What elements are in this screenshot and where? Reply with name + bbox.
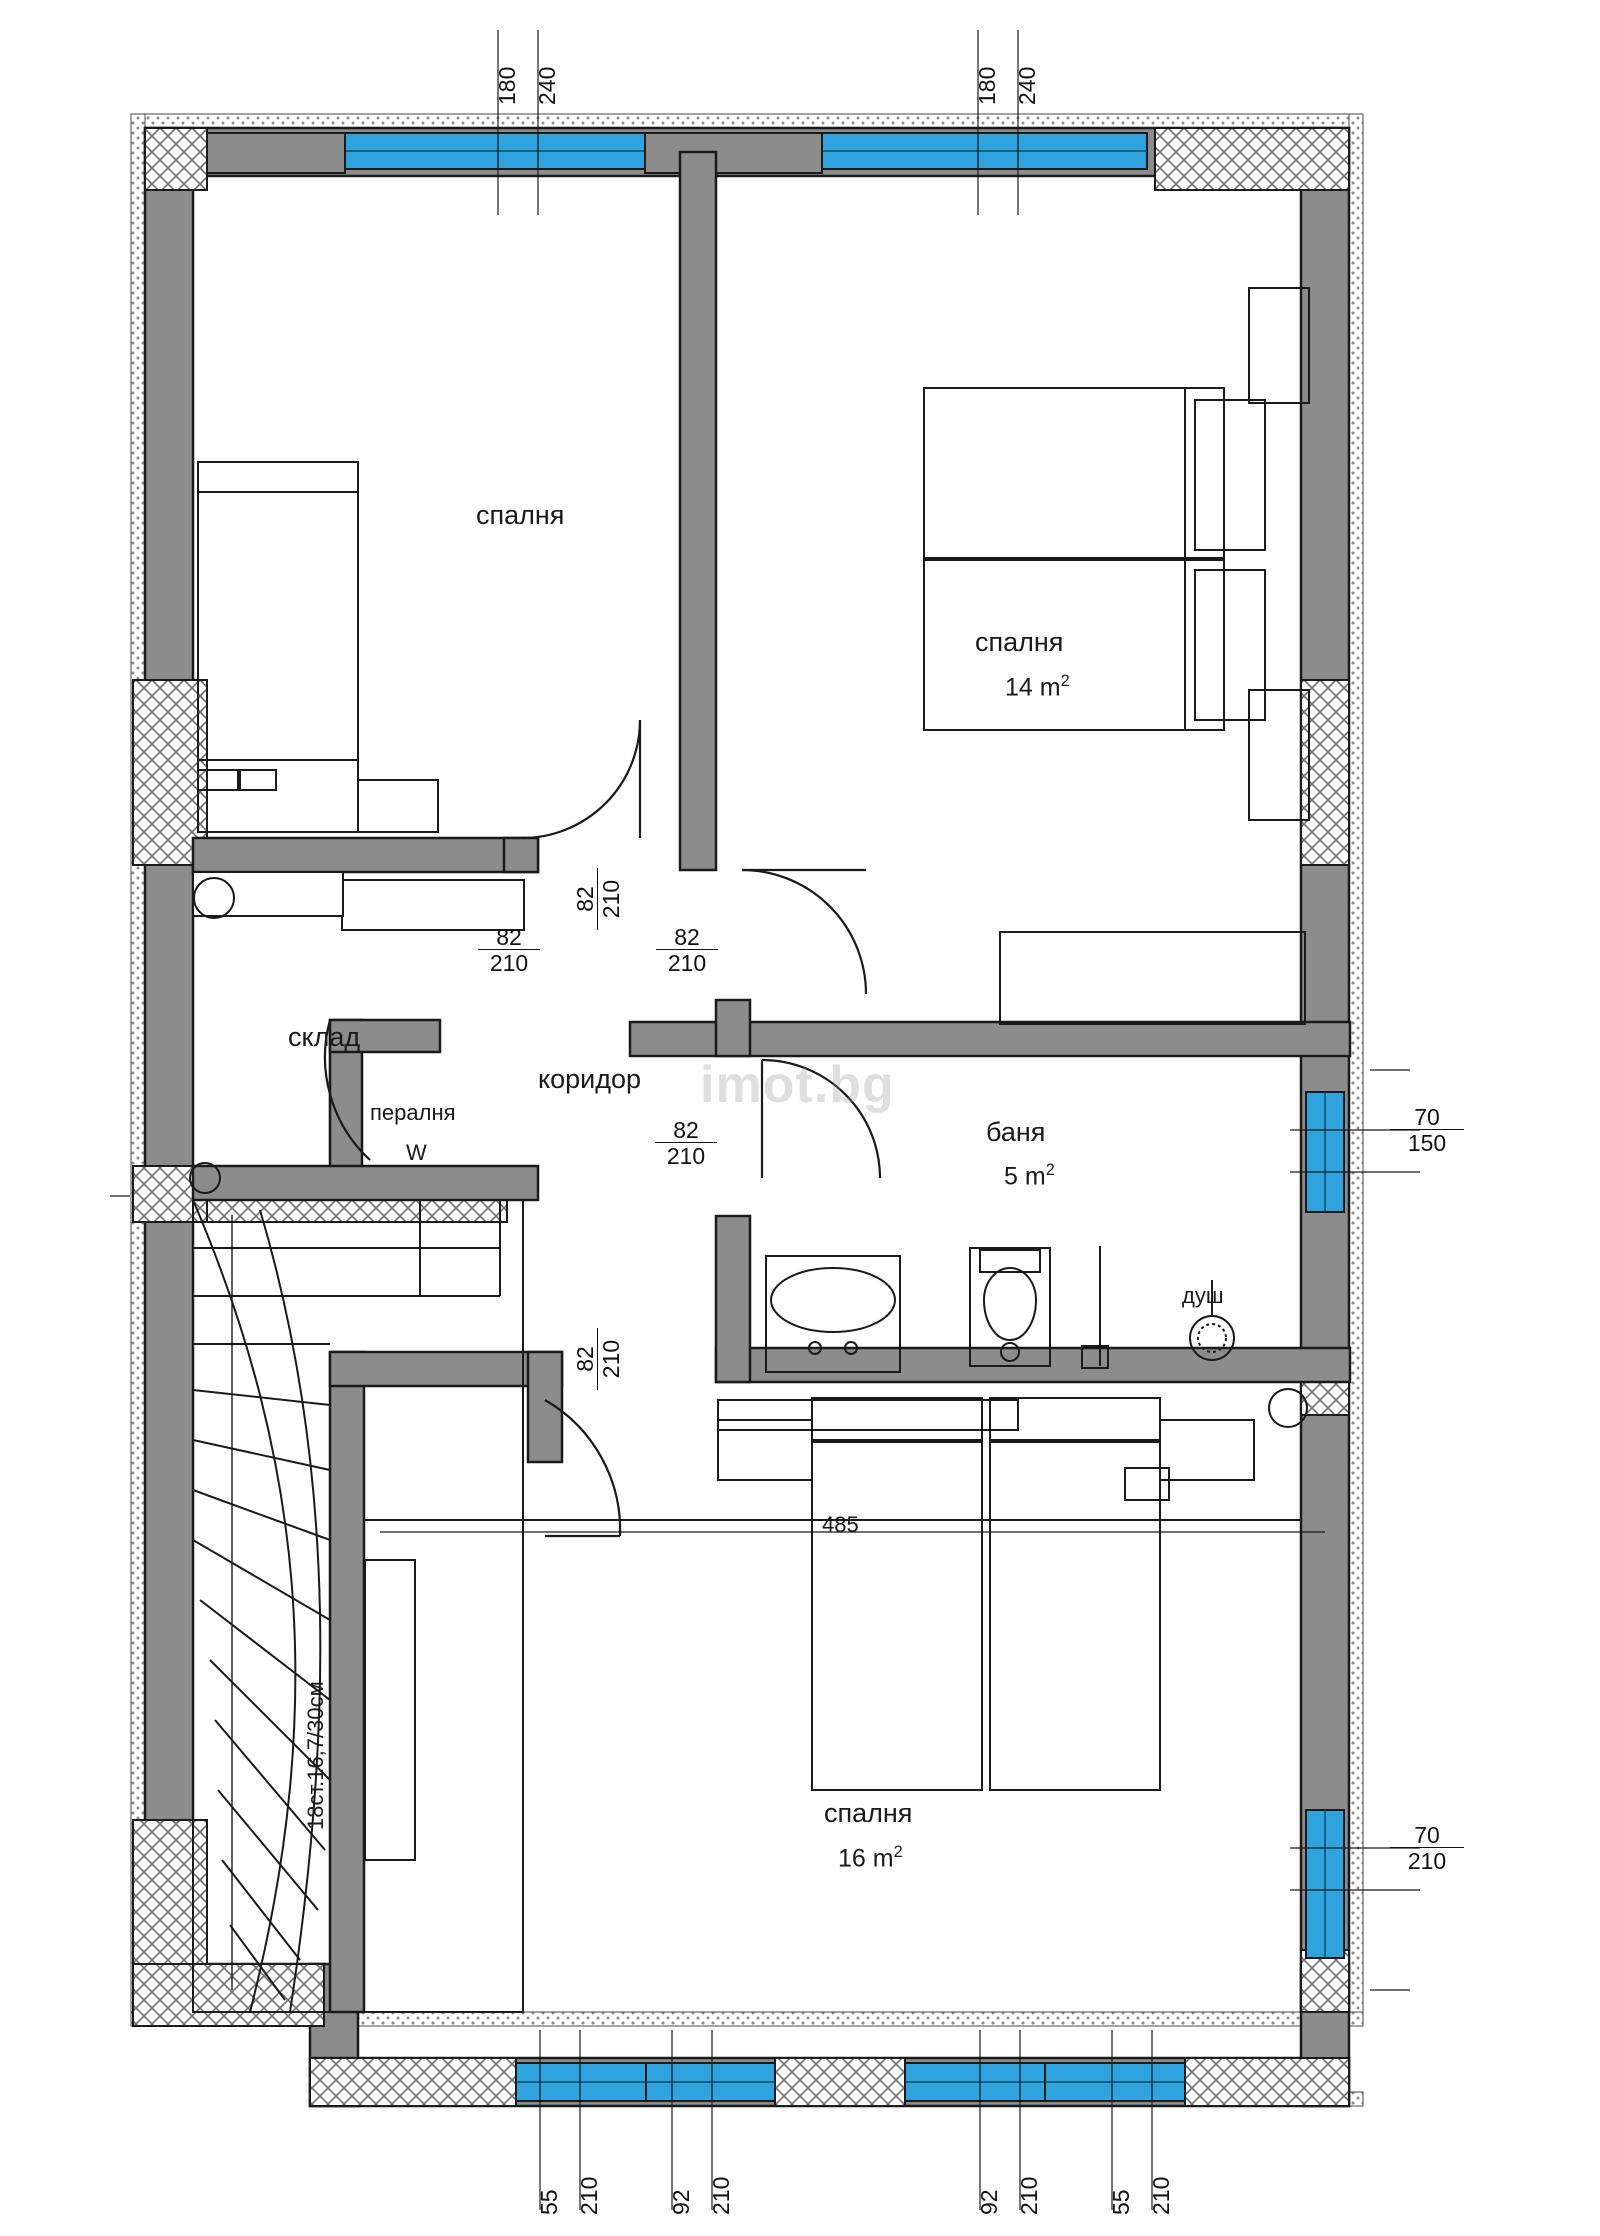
room-area-bedroom-top-right: 14 $m^2$ [1005, 672, 1070, 702]
dim-right-1-height: 150 [1407, 1130, 1447, 1157]
dim-bottom-2-width: 92 [668, 2189, 694, 2215]
dim-door-bathroom-height: 210 [666, 1143, 706, 1170]
dim-door-bedroom-topright [656, 925, 718, 977]
stairs-label: 18ст.16,7/30см [303, 1681, 328, 1830]
dim-bottom-1-width: 55 [536, 2189, 562, 2215]
dim-door-bedroom-topleft-height: 210 [598, 879, 625, 919]
dim-top-1-width: 180 [494, 66, 520, 105]
dim-door-bedroom-topright-width: 82 [674, 924, 700, 950]
interior-length-label: 485 [822, 1512, 859, 1537]
room-label-bedroom-top-left: спалня [476, 500, 565, 530]
room-label-laundry: пералня [370, 1100, 456, 1125]
dim-door-corridor-upper-height: 210 [489, 950, 529, 977]
dim-bottom-4-width: 55 [1108, 2189, 1134, 2215]
room-label-bathroom: баня [986, 1117, 1046, 1147]
dim-bottom-1-height: 210 [576, 2176, 602, 2215]
dim-bottom-3-width: 92 [976, 2189, 1002, 2215]
dim-top-1-height: 240 [534, 66, 560, 105]
dim-right-1 [1390, 1105, 1464, 1157]
dim-door-bedroom-bottom-width: 82 [572, 1346, 598, 1372]
dim-door-bathroom-width: 82 [673, 1117, 699, 1143]
room-label-bedroom-bottom: спалня [824, 1798, 913, 1828]
dim-door-corridor-upper [478, 925, 540, 977]
dim-door-bedroom-bottom-height: 210 [598, 1339, 625, 1379]
dim-top-2-height: 240 [1014, 66, 1040, 105]
room-label-storage: склад [288, 1022, 361, 1052]
dim-right-2-width: 70 [1414, 1822, 1440, 1848]
dim-door-bedroom-topleft [573, 868, 625, 930]
washer-label: W [406, 1140, 427, 1165]
dim-door-bedroom-topleft-width: 82 [572, 886, 598, 912]
dim-right-2-height: 210 [1407, 1848, 1447, 1875]
dim-bottom-2-height: 210 [708, 2176, 734, 2215]
dim-top-2-width: 180 [974, 66, 1000, 105]
dim-bottom-3-height: 210 [1016, 2176, 1042, 2215]
furniture-bottom-bedroom [365, 1398, 1301, 1860]
room-label-corridor: коридор [538, 1064, 642, 1094]
dim-bottom-4-height: 210 [1148, 2176, 1174, 2215]
room-area-bathroom: 5 $m^2$ [1004, 1161, 1055, 1191]
dim-right-1-width: 70 [1414, 1104, 1440, 1130]
dim-door-bedroom-topright-height: 210 [667, 950, 707, 977]
watermark: imot.bg [700, 1056, 895, 1114]
room-label-bedroom-top-right: спалня [975, 627, 1064, 657]
dim-door-bathroom [655, 1118, 717, 1170]
dim-right-2 [1390, 1823, 1464, 1875]
dim-door-bedroom-bottom [573, 1328, 625, 1390]
room-area-bedroom-bottom: 16 $m^2$ [838, 1843, 903, 1873]
dim-door-corridor-upper-width: 82 [496, 924, 522, 950]
shower-label: душ [1182, 1283, 1224, 1308]
